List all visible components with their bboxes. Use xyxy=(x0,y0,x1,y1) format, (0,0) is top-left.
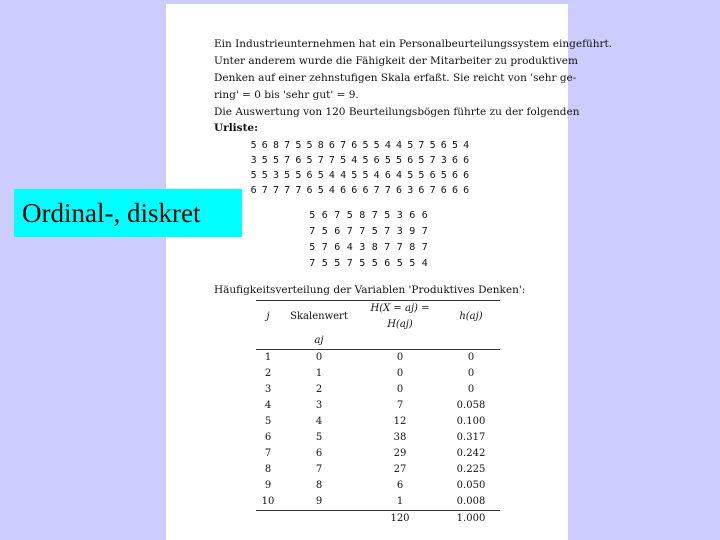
total-relative: 1.000 xyxy=(442,511,500,528)
urliste-value: 7 xyxy=(261,185,268,196)
urliste-row xyxy=(248,153,472,168)
urliste-value: 8 xyxy=(359,210,366,221)
cell-j: 2 xyxy=(264,368,272,379)
header-j: j xyxy=(256,301,280,334)
cell-j: 1 xyxy=(264,352,272,363)
urliste-value: 5 xyxy=(451,140,458,151)
cell-h: 0.242 xyxy=(456,448,486,459)
cell-a: 0 xyxy=(315,352,323,363)
urliste-value: 4 xyxy=(396,140,403,151)
urliste-value: 7 xyxy=(384,242,391,253)
urliste-value: 4 xyxy=(384,140,391,151)
urliste-value: 5 xyxy=(418,170,425,181)
header-absolute-frequency: H(X = aj) = H(aj) xyxy=(358,301,442,334)
total-absolute: 120 xyxy=(358,511,442,528)
urliste-value: 7 xyxy=(384,226,391,237)
urliste-value: 5 xyxy=(407,140,414,151)
urliste-value: 5 xyxy=(396,258,403,269)
cell-j: 4 xyxy=(264,400,272,411)
urliste-value: 6 xyxy=(351,140,358,151)
urliste-value: 7 xyxy=(373,185,380,196)
urliste-value: 5 xyxy=(261,170,268,181)
table-row xyxy=(256,350,500,367)
urliste-value: 6 xyxy=(295,155,302,166)
urliste-value: 6 xyxy=(384,258,391,269)
urliste-value: 5 xyxy=(340,155,347,166)
cell-a: 5 xyxy=(315,432,323,443)
urliste-value: 6 xyxy=(451,170,458,181)
header-skalenwert: Skalenwert xyxy=(280,301,358,334)
urliste-value: 5 xyxy=(362,170,369,181)
urliste-value: 5 xyxy=(317,170,324,181)
table-row xyxy=(256,366,500,382)
cell-H: 12 xyxy=(393,416,407,427)
urliste-value: 4 xyxy=(328,170,335,181)
table-row xyxy=(256,478,500,494)
urliste-row xyxy=(248,183,472,198)
urliste-value: 5 xyxy=(362,140,369,151)
cell-a: 9 xyxy=(315,496,323,507)
urliste-value: 7 xyxy=(371,210,378,221)
intro-line-5: Die Auswertung von 120 Beurteilungsbögen führte zu der folgenden xyxy=(214,106,580,118)
cell-H: 1 xyxy=(396,496,404,507)
urliste-value: 5 xyxy=(295,140,302,151)
urliste-label: Urliste: xyxy=(214,122,258,134)
urliste-value: 6 xyxy=(451,155,458,166)
urliste-value: 3 xyxy=(440,155,447,166)
urliste-value: 4 xyxy=(373,170,380,181)
intro-line-2: Unter anderem wurde die Fähigkeit der Mitarbeiter zu produktivem xyxy=(214,55,578,67)
urliste-value: 6 xyxy=(321,210,328,221)
urliste-value: 4 xyxy=(396,170,403,181)
urliste-value: 8 xyxy=(272,140,279,151)
cell-a: 7 xyxy=(315,464,323,475)
cell-a: 2 xyxy=(315,384,323,395)
cell-h: 0 xyxy=(467,352,475,363)
urliste-value: 6 xyxy=(451,185,458,196)
urliste-value: 6 xyxy=(373,155,380,166)
urliste-value: 7 xyxy=(284,185,291,196)
urliste-value: 6 xyxy=(340,185,347,196)
cell-h: 0.058 xyxy=(456,400,486,411)
urliste-value: 5 xyxy=(321,226,328,237)
urliste-value: 7 xyxy=(396,242,403,253)
urliste-value: 5 xyxy=(250,140,257,151)
urliste-value: 7 xyxy=(317,155,324,166)
urliste-value: 5 xyxy=(384,210,391,221)
urliste-value: 6 xyxy=(396,185,403,196)
urliste-value: 4 xyxy=(328,185,335,196)
urliste-value: 7 xyxy=(284,140,291,151)
scale-type-label: Ordinal-, diskret xyxy=(14,189,242,237)
urliste-row xyxy=(248,138,472,153)
urliste-value: 5 xyxy=(351,170,358,181)
table-row xyxy=(256,462,500,478)
urliste-row xyxy=(248,168,472,183)
urliste-value: 5 xyxy=(306,140,313,151)
urliste-value: 7 xyxy=(309,258,316,269)
urliste-row xyxy=(306,256,431,272)
urliste-value: 5 xyxy=(407,170,414,181)
urliste-value: 6 xyxy=(463,170,470,181)
urliste-value: 6 xyxy=(306,170,313,181)
urliste-value: 3 xyxy=(396,210,403,221)
urliste-value: 4 xyxy=(421,258,428,269)
urliste-value: 4 xyxy=(351,155,358,166)
urliste-value: 5 xyxy=(373,140,380,151)
cell-H: 38 xyxy=(393,432,407,443)
urliste-value: 6 xyxy=(440,185,447,196)
cell-j: 10 xyxy=(261,496,275,507)
table-row xyxy=(256,446,500,462)
urliste-value: 7 xyxy=(334,210,341,221)
urliste-value: 7 xyxy=(340,140,347,151)
urliste-value: 5 xyxy=(309,210,316,221)
urliste-value: 5 xyxy=(295,170,302,181)
intro-line-3: Denken auf einer zehnstufigen Skala erfaßt. Sie reicht von 'sehr ge- xyxy=(214,72,577,84)
cell-j: 7 xyxy=(264,448,272,459)
urliste-value: 6 xyxy=(328,140,335,151)
urliste-value: 5 xyxy=(396,155,403,166)
urliste-value: 6 xyxy=(250,185,257,196)
urliste-value: 5 xyxy=(306,155,313,166)
table-row xyxy=(256,382,500,398)
urliste-value: 5 xyxy=(261,155,268,166)
intro-line-1: Ein Industrieunternehmen hat ein Personalbeurteilungssystem eingeführt. xyxy=(214,38,613,50)
cell-H: 0 xyxy=(396,384,404,395)
cell-H: 27 xyxy=(393,464,407,475)
urliste-value: 7 xyxy=(328,155,335,166)
urliste-value: 6 xyxy=(463,185,470,196)
urliste-value: 5 xyxy=(250,170,257,181)
freq-heading: Häufigkeitsverteilung der Variablen 'Produktives Denken': xyxy=(214,284,526,296)
urliste-value: 7 xyxy=(421,226,428,237)
cell-h: 0 xyxy=(467,368,475,379)
cell-a: 8 xyxy=(315,480,323,491)
urliste-value: 5 xyxy=(346,210,353,221)
header-relative-frequency: h(aj) xyxy=(442,301,500,334)
urliste-value: 6 xyxy=(351,185,358,196)
urliste-block-1 xyxy=(248,138,472,198)
urliste-block-2 xyxy=(306,208,431,272)
urliste-value: 5 xyxy=(321,258,328,269)
urliste-value: 7 xyxy=(321,242,328,253)
cell-j: 9 xyxy=(264,480,272,491)
cell-h: 0.008 xyxy=(456,496,486,507)
urliste-value: 8 xyxy=(409,242,416,253)
table-row xyxy=(256,430,500,446)
urliste-value: 5 xyxy=(418,155,425,166)
intro-line-4: ring' = 0 bis 'sehr gut' = 9. xyxy=(214,89,359,101)
urliste-value: 5 xyxy=(284,170,291,181)
cell-j: 5 xyxy=(264,416,272,427)
urliste-value: 6 xyxy=(334,242,341,253)
table-row xyxy=(256,398,500,414)
header-aj: aj xyxy=(280,333,358,350)
urliste-value: 5 xyxy=(309,242,316,253)
cell-a: 4 xyxy=(315,416,323,427)
urliste-value: 5 xyxy=(371,226,378,237)
cell-h: 0.225 xyxy=(456,464,486,475)
cell-H: 7 xyxy=(396,400,404,411)
urliste-row xyxy=(306,224,431,240)
cell-a: 6 xyxy=(315,448,323,459)
urliste-value: 5 xyxy=(384,155,391,166)
table-row xyxy=(256,494,500,511)
urliste-value: 8 xyxy=(371,242,378,253)
urliste-value: 6 xyxy=(463,155,470,166)
urliste-value: 7 xyxy=(359,226,366,237)
urliste-value: 7 xyxy=(346,226,353,237)
urliste-value: 6 xyxy=(384,170,391,181)
urliste-value: 7 xyxy=(346,258,353,269)
urliste-value: 8 xyxy=(317,140,324,151)
urliste-value: 6 xyxy=(440,140,447,151)
urliste-value: 3 xyxy=(359,242,366,253)
urliste-value: 6 xyxy=(261,140,268,151)
frequency-table xyxy=(256,300,500,527)
urliste-value: 7 xyxy=(418,140,425,151)
urliste-value: 5 xyxy=(371,258,378,269)
urliste-value: 5 xyxy=(317,185,324,196)
cell-h: 0.317 xyxy=(456,432,486,443)
urliste-value: 6 xyxy=(421,210,428,221)
urliste-value: 6 xyxy=(418,185,425,196)
cell-j: 3 xyxy=(264,384,272,395)
cell-h: 0.050 xyxy=(456,480,486,491)
urliste-value: 7 xyxy=(284,155,291,166)
cell-a: 3 xyxy=(315,400,323,411)
urliste-value: 5 xyxy=(359,258,366,269)
cell-h: 0 xyxy=(467,384,475,395)
urliste-value: 6 xyxy=(407,155,414,166)
urliste-value: 5 xyxy=(272,155,279,166)
urliste-value: 5 xyxy=(362,155,369,166)
urliste-value: 5 xyxy=(440,170,447,181)
urliste-value: 6 xyxy=(306,185,313,196)
urliste-value: 7 xyxy=(309,226,316,237)
urliste-value: 7 xyxy=(272,185,279,196)
urliste-value: 3 xyxy=(272,170,279,181)
cell-a: 1 xyxy=(315,368,323,379)
urliste-value: 4 xyxy=(340,170,347,181)
table-row xyxy=(256,414,500,430)
cell-H: 0 xyxy=(396,368,404,379)
cell-j: 6 xyxy=(264,432,272,443)
urliste-value: 6 xyxy=(429,170,436,181)
cell-j: 8 xyxy=(264,464,272,475)
urliste-value: 5 xyxy=(334,258,341,269)
urliste-value: 6 xyxy=(362,185,369,196)
document-page xyxy=(166,4,613,540)
urliste-value: 7 xyxy=(295,185,302,196)
urliste-value: 7 xyxy=(429,185,436,196)
urliste-value: 9 xyxy=(409,226,416,237)
urliste-value: 3 xyxy=(250,155,257,166)
cell-H: 6 xyxy=(396,480,404,491)
urliste-value: 4 xyxy=(346,242,353,253)
urliste-row xyxy=(306,208,431,224)
cell-H: 0 xyxy=(396,352,404,363)
urliste-value: 5 xyxy=(409,258,416,269)
urliste-value: 3 xyxy=(407,185,414,196)
cell-H: 29 xyxy=(393,448,407,459)
urliste-row xyxy=(306,240,431,256)
cell-h: 0.100 xyxy=(456,416,486,427)
urliste-value: 6 xyxy=(409,210,416,221)
urliste-value: 5 xyxy=(429,140,436,151)
urliste-value: 3 xyxy=(396,226,403,237)
urliste-value: 4 xyxy=(463,140,470,151)
urliste-value: 7 xyxy=(384,185,391,196)
urliste-value: 7 xyxy=(421,242,428,253)
urliste-value: 6 xyxy=(334,226,341,237)
urliste-value: 7 xyxy=(429,155,436,166)
